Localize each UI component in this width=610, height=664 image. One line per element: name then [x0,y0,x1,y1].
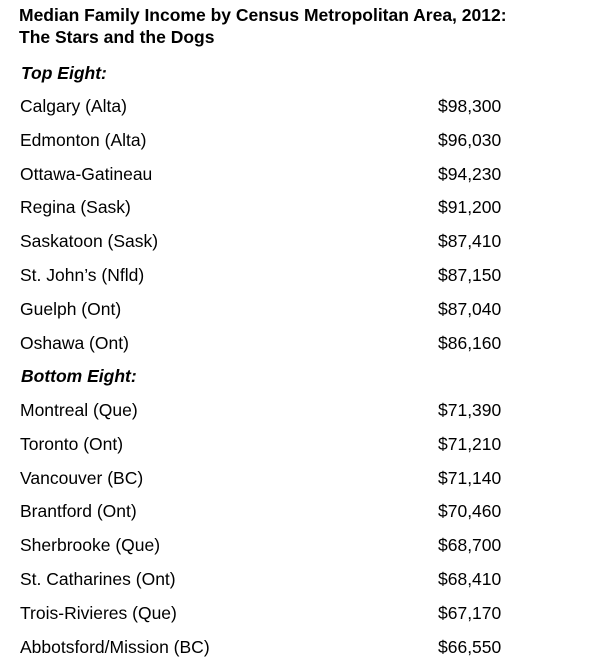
table-row [0,162,610,186]
table-row [0,263,610,287]
table-row [0,297,610,321]
table-row [0,331,610,355]
table-row [0,229,610,253]
cma-name: Calgary (Alta) [20,96,127,116]
table-row [0,466,610,490]
table-row [0,128,610,152]
median-income-value: $94,230 [438,164,502,184]
median-income-value: $91,200 [438,197,502,217]
cma-name: Edmonton (Alta) [20,130,147,150]
table-row [0,533,610,557]
median-income-value: $71,390 [438,400,502,420]
table-row [0,635,610,659]
median-income-value: $96,030 [438,130,502,150]
median-income-value: $66,550 [438,637,502,657]
cma-name: Oshawa (Ont) [20,333,129,353]
title-line-1: Median Family Income by Census Metropolitan Area, 2012: [19,5,507,25]
cma-name: Montreal (Que) [20,400,138,420]
median-income-value: $68,700 [438,535,502,555]
median-income-value: $71,140 [438,468,502,488]
cma-name: St. John’s (Nfld) [20,265,145,285]
table-row [0,499,610,523]
section-heading-bottom: Bottom Eight: [21,366,137,386]
median-income-value: $68,410 [438,569,502,589]
title-line-2: The Stars and the Dogs [19,27,215,47]
table-row [0,601,610,625]
cma-name: Toronto (Ont) [20,434,124,454]
table-row [0,432,610,456]
cma-name: Sherbrooke (Que) [20,535,161,555]
cma-name: Trois-Rivieres (Que) [20,603,177,623]
median-income-value: $67,170 [438,603,502,623]
median-income-value: $71,210 [438,434,502,454]
cma-name: St. Catharines (Ont) [20,569,176,589]
cma-name: Abbotsford/Mission (BC) [20,637,210,657]
median-income-value: $87,040 [438,299,502,319]
section-heading-top: Top Eight: [21,63,107,83]
table-row [0,398,610,422]
table-row [0,195,610,219]
median-income-value: $98,300 [438,96,502,116]
median-income-value: $70,460 [438,501,502,521]
median-income-value: $86,160 [438,333,502,353]
table-title [19,4,599,48]
cma-name: Guelph (Ont) [20,299,122,319]
median-income-value: $87,150 [438,265,502,285]
cma-name: Saskatoon (Sask) [20,231,159,251]
cma-name: Vancouver (BC) [20,468,144,488]
cma-name: Brantford (Ont) [20,501,137,521]
table-row [0,94,610,118]
table-row [0,567,610,591]
median-income-value: $87,410 [438,231,502,251]
cma-name: Regina (Sask) [20,197,131,217]
cma-name: Ottawa-Gatineau [20,164,153,184]
